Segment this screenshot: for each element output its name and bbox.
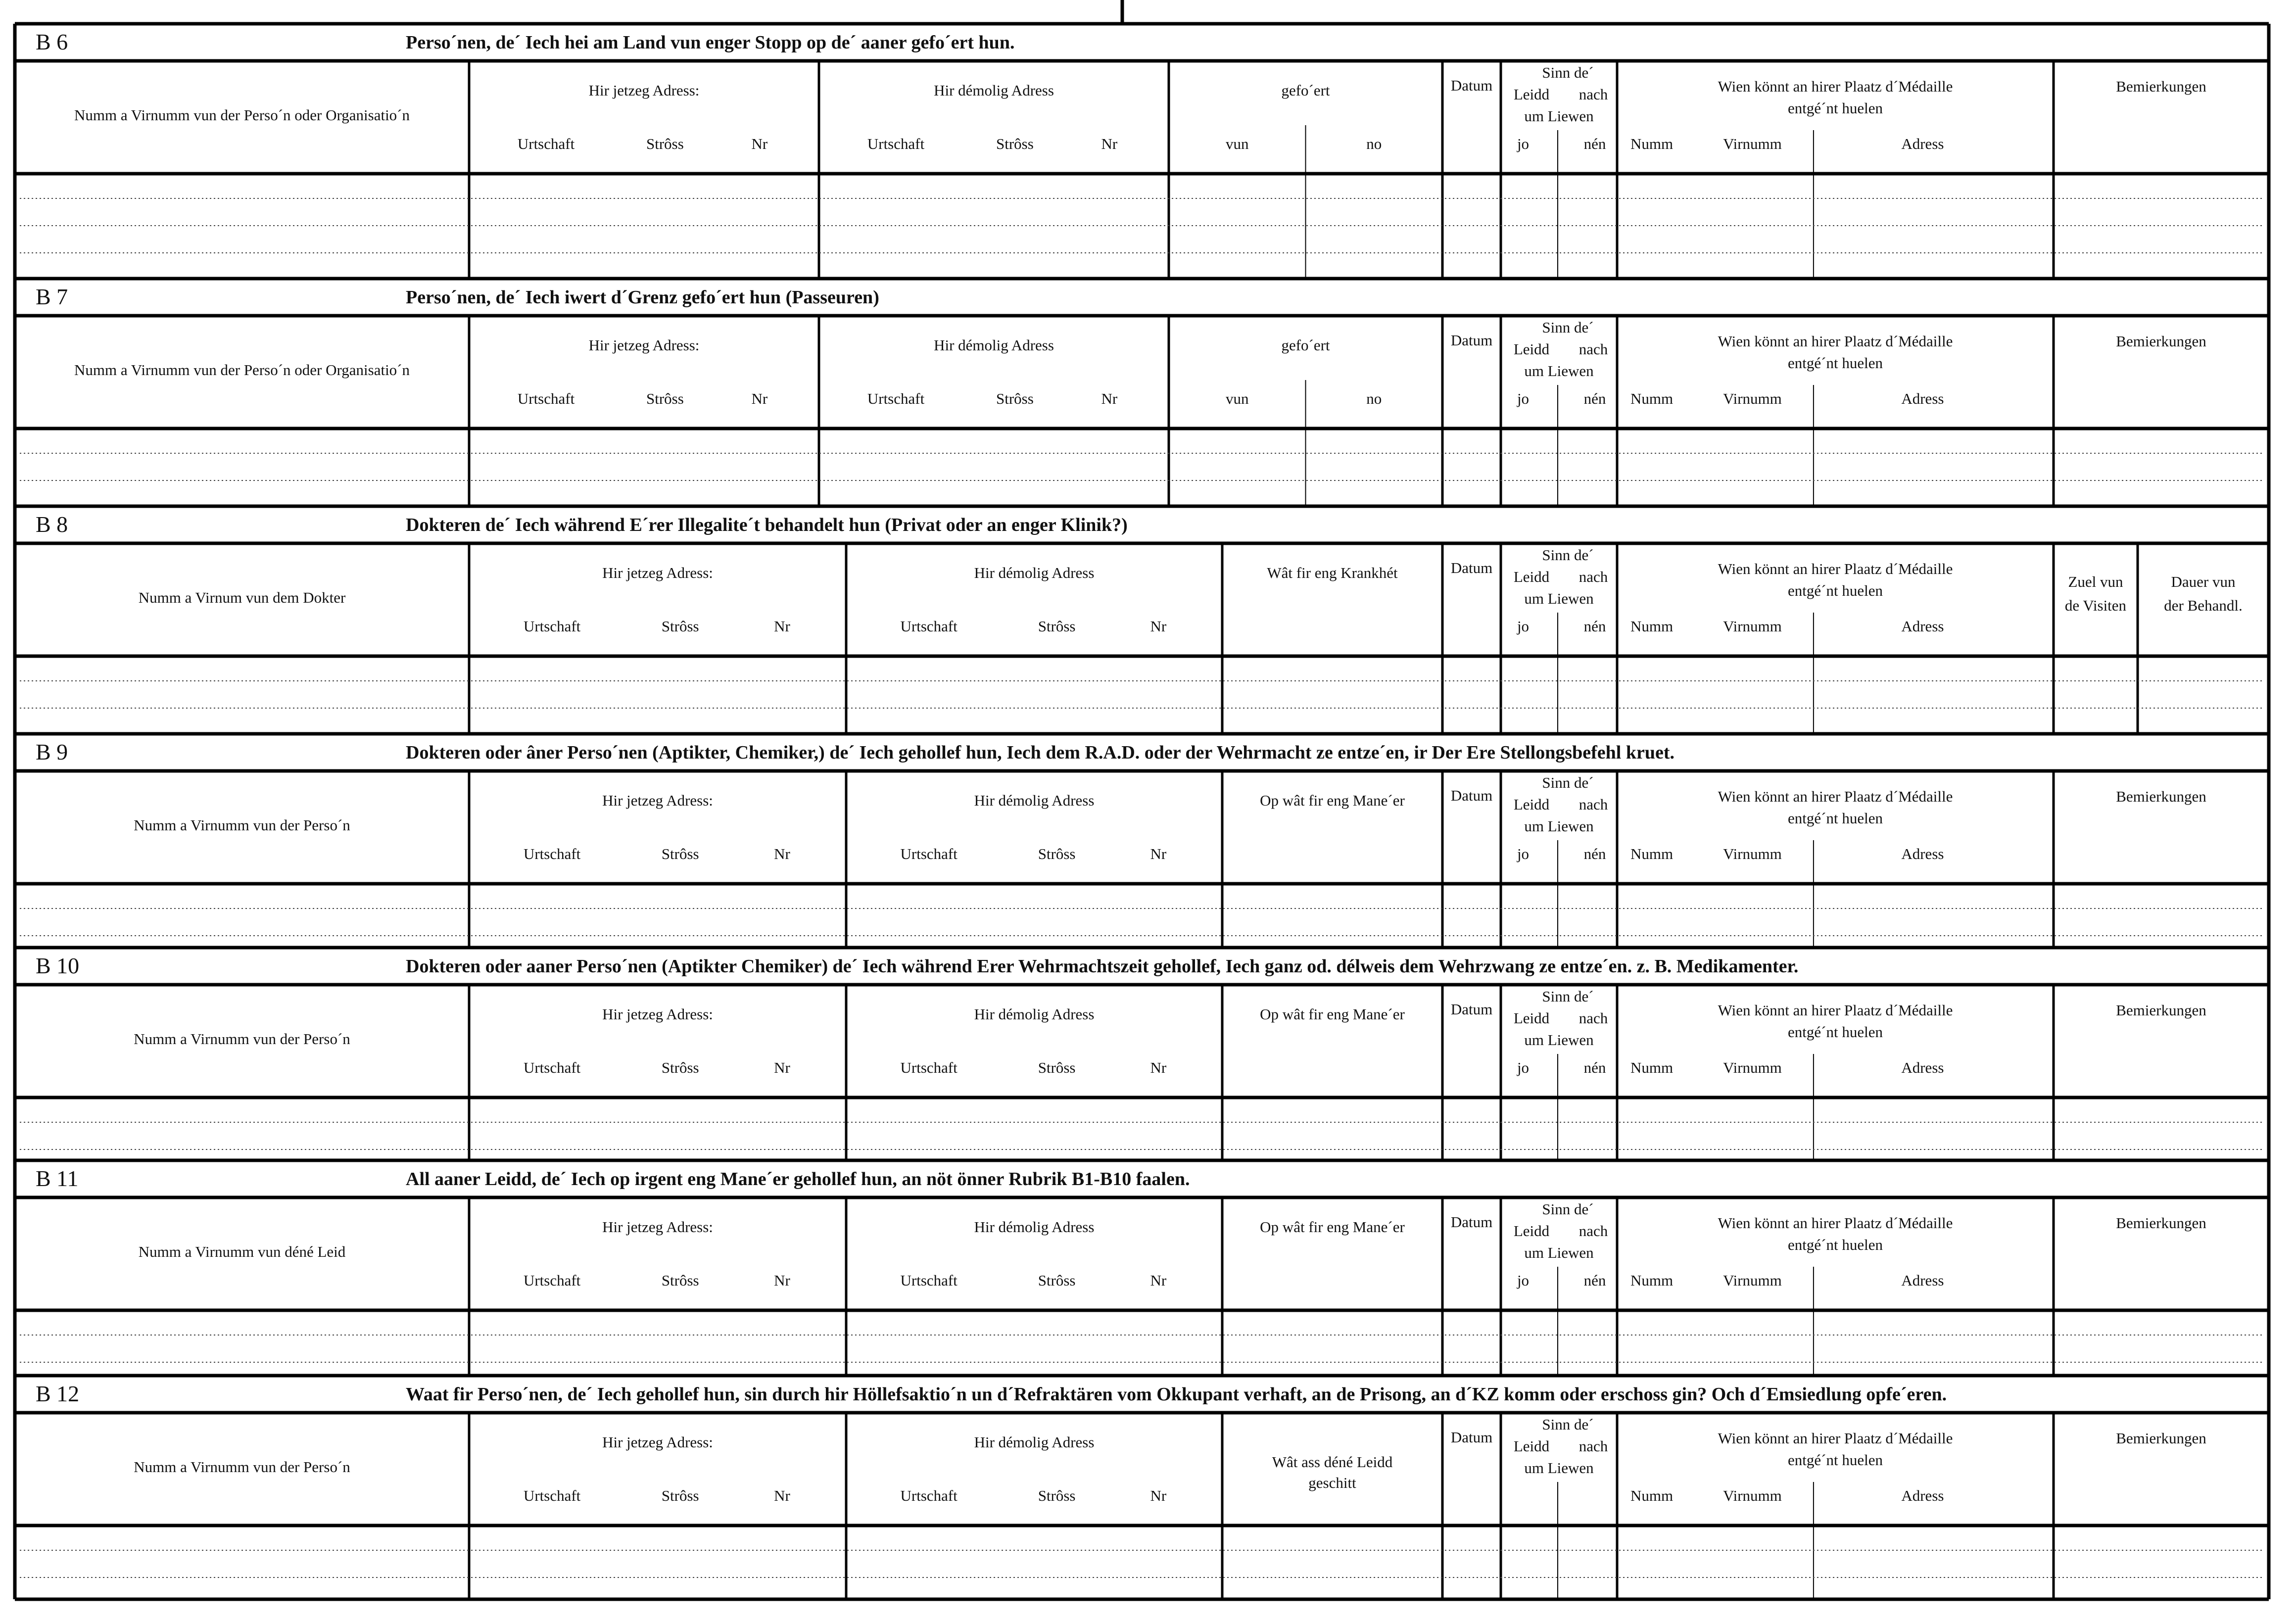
section-b10-no-label: nén (1583, 1059, 1606, 1076)
section-b11-medal-header-2: entgé´nt huelen (1788, 1236, 1883, 1253)
section-b12-what-happened-header-2: geschitt (1308, 1474, 1356, 1491)
section-b8-date-header: Datum (1450, 559, 1493, 576)
section-b12-former-street-label: Strôss (1038, 1487, 1076, 1504)
section-b8-alive-header-4: um Liewen (1524, 590, 1594, 607)
section-b6-alive-header-3: nach (1578, 86, 1608, 103)
section-b12-entry-cell[interactable] (848, 1527, 1220, 1596)
section-b7-to-label: no (1366, 390, 1382, 407)
section-b8-no-label: nén (1583, 618, 1606, 635)
section-b12-alive-header-2: Leidd (1513, 1437, 1550, 1455)
section-b12-current-address-header: Hir jetzeg Adress: (602, 1433, 713, 1451)
section-b11-current-locality-label: Urtschaft (523, 1272, 581, 1289)
section-b10-current-street-label: Strôss (661, 1059, 699, 1076)
section-b10-alive-header-1: Sinn de´ (1542, 988, 1594, 1005)
section-b12-current-locality-label: Urtschaft (523, 1487, 581, 1504)
section-b8-medal-firstname-label: Virnumm (1723, 618, 1782, 635)
section-b9-alive-header-2: Leidd (1513, 796, 1550, 813)
section-b11-date-header: Datum (1450, 1213, 1493, 1231)
section-b10-former-street-label: Strôss (1038, 1059, 1076, 1076)
section-b10-entry-cell[interactable] (1444, 1099, 1499, 1158)
section-b11-former-address-header: Hir démolig Adress (974, 1218, 1095, 1236)
section-b9-entry-cell[interactable] (2056, 886, 2267, 946)
section-b9-title: Dokteren oder âner Perso´nen (Aptikter, Chemiker,) de´ Iech gehollef hun, Iech dem R.A.D. oder der Wehrmacht ze entze´en, ir Der Ere Stellongsbefehl kruet. (406, 742, 1674, 763)
section-b9-former-number-label: Nr (1150, 845, 1167, 862)
section-b6-alive-header-2: Leidd (1513, 86, 1550, 103)
section-b12-alive-header-1: Sinn de´ (1542, 1416, 1594, 1433)
section-b10-alive-header-4: um Liewen (1524, 1031, 1594, 1049)
section-b9-entry-cell[interactable] (17, 886, 467, 946)
section-b9-entry-cell[interactable] (471, 886, 844, 946)
section-b8-entry-cell[interactable] (2140, 658, 2267, 732)
section-b8-yes-label: jo (1517, 618, 1530, 635)
section-b11-entry-cell[interactable] (848, 1312, 1220, 1374)
section-b10-title: Dokteren oder aaner Perso´nen (Aptikter Chemiker) de´ Iech während Erer Wehrmachtszeit gehollef, Iech ganz od. délweis dem Wehrzwang ze entze´en. z. B. Medikamenter. (406, 956, 1799, 977)
section-b8-entry-cell[interactable] (471, 658, 844, 732)
section-b8-former-street-label: Strôss (1038, 618, 1076, 635)
section-b12-entry-cell[interactable] (1444, 1527, 1499, 1596)
section-b11-current-address-header: Hir jetzeg Adress: (602, 1218, 713, 1236)
section-b10-former-number-label: Nr (1150, 1059, 1167, 1076)
section-b11-yes-label: jo (1517, 1272, 1530, 1289)
section-b12-remarks-header: Bemierkungen (2116, 1430, 2206, 1447)
section-b10-name-header: Numm a Virnumm vun der Perso´n (134, 1030, 350, 1048)
section-b7-entry-cell[interactable] (2056, 430, 2267, 504)
section-b9-alive-header-3: nach (1578, 796, 1608, 813)
section-b6-entry-cell[interactable] (821, 176, 1167, 277)
section-b11-no-label: nén (1583, 1272, 1606, 1289)
section-b10-entry-cell[interactable] (1224, 1099, 1440, 1158)
section-b12-medal-address-label: Adress (1901, 1487, 1944, 1504)
section-b10-former-address-header: Hir démolig Adress (974, 1005, 1095, 1023)
section-b8-duration-header-2: der Behandl. (2164, 597, 2243, 614)
section-b8-former-number-label: Nr (1150, 618, 1167, 635)
section-b12-current-number-label: Nr (774, 1487, 790, 1504)
section-b8-current-locality-label: Urtschaft (523, 618, 581, 635)
section-b11-current-number-label: Nr (774, 1272, 790, 1289)
section-b8-former-address-header: Hir démolig Adress (974, 564, 1095, 581)
section-b7-current-address-header: Hir jetzeg Adress: (588, 336, 700, 354)
section-b6-entry-cell[interactable] (1444, 176, 1499, 277)
section-b8-entry-cell[interactable] (1224, 658, 1440, 732)
section-b8-visits-header-1: Zuel vun (2068, 573, 2123, 590)
section-b8-medal-address-label: Adress (1901, 618, 1944, 635)
section-b6-alive-header-1: Sinn de´ (1542, 64, 1594, 81)
section-b9-entry-cell[interactable] (1444, 886, 1499, 946)
section-b6-medal-surname-label: Numm (1630, 135, 1674, 152)
section-b9-medal-surname-label: Numm (1630, 845, 1674, 862)
section-b7-no-label: nén (1583, 390, 1606, 407)
section-b10-medal-surname-label: Numm (1630, 1059, 1674, 1076)
section-b11-former-street-label: Strôss (1038, 1272, 1076, 1289)
section-b11-medal-header-1: Wien könnt an hirer Plaatz d´Médaille (1718, 1214, 1953, 1232)
section-b9-remarks-header: Bemierkungen (2116, 788, 2206, 805)
section-b10-entry-cell[interactable] (1619, 1099, 2052, 1158)
section-b9-entry-cell[interactable] (1224, 886, 1440, 946)
section-b9-former-street-label: Strôss (1038, 845, 1076, 862)
section-b9-medal-address-label: Adress (1901, 845, 1944, 862)
section-b10-entry-cell[interactable] (1503, 1099, 1615, 1158)
section-b8-alive-header-2: Leidd (1513, 568, 1550, 585)
section-b12-entry-cell[interactable] (1619, 1527, 2052, 1596)
section-b6-medal-header-1: Wien könnt an hirer Plaatz d´Médaille (1718, 78, 1953, 95)
section-b10-alive-header-3: nach (1578, 1009, 1608, 1027)
section-b11-former-number-label: Nr (1150, 1272, 1167, 1289)
section-b6-driven-header: gefo´ert (1281, 82, 1330, 99)
section-b10-date-header: Datum (1450, 1001, 1493, 1018)
section-b12-alive-header-4: um Liewen (1524, 1459, 1594, 1477)
section-b10-medal-firstname-label: Virnumm (1723, 1059, 1782, 1076)
section-b6-current-address-header: Hir jetzeg Adress: (588, 82, 700, 99)
section-b8-current-address-header: Hir jetzeg Adress: (602, 564, 713, 581)
section-b12-former-locality-label: Urtschaft (900, 1487, 957, 1504)
section-b8-entry-cell[interactable] (1619, 658, 2052, 732)
section-b11-name-header: Numm a Virnumm vun déné Leid (138, 1243, 346, 1260)
section-b8-duration-header-1: Dauer vun (2171, 573, 2236, 590)
section-b9-former-locality-label: Urtschaft (900, 845, 957, 862)
section-b10-former-locality-label: Urtschaft (900, 1059, 957, 1076)
section-b12-name-header: Numm a Virnumm vun der Perso´n (134, 1458, 350, 1476)
section-b10-current-locality-label: Urtschaft (523, 1059, 581, 1076)
section-b7-medal-surname-label: Numm (1630, 390, 1674, 407)
section-b9-name-header: Numm a Virnumm vun der Perso´n (134, 816, 350, 834)
section-b9-mid-header: Op wât fir eng Mane´er (1260, 792, 1405, 809)
section-b7-medal-address-label: Adress (1901, 390, 1944, 407)
section-b8-mid-header: Wât fir eng Krankhét (1267, 564, 1398, 581)
section-b10-medal-header-1: Wien könnt an hirer Plaatz d´Médaille (1718, 1002, 1953, 1019)
section-b12-entry-cell[interactable] (17, 1527, 467, 1596)
section-b6-entry-cell[interactable] (17, 176, 467, 277)
section-b11-mid-header: Op wât fir eng Mane´er (1260, 1218, 1405, 1236)
section-b9-entry-cell[interactable] (1503, 886, 1615, 946)
section-b8-current-number-label: Nr (774, 618, 790, 635)
section-b8-medal-header-2: entgé´nt huelen (1788, 582, 1883, 599)
section-b7-from-label: vun (1226, 390, 1249, 407)
section-b6-alive-header-4: um Liewen (1524, 107, 1594, 125)
section-b6-entry-cell[interactable] (1503, 176, 1615, 277)
section-b11-medal-firstname-label: Virnumm (1723, 1272, 1782, 1289)
section-b12-title: Waat fir Perso´nen, de´ Iech gehollef hun, sin durch hir Höllefsaktio´n un d´Refraktären vom Okkupant verhaft, an de Prisong, an d´KZ komm oder erschoss gin? Och d´Emsiedlung opfe´eren. (406, 1384, 1947, 1405)
section-b12-medal-header-1: Wien könnt an hirer Plaatz d´Médaille (1718, 1430, 1953, 1447)
section-b9-current-street-label: Strôss (661, 845, 699, 862)
section-b11-entry-cell[interactable] (2056, 1312, 2267, 1374)
section-b6-no-label: nén (1583, 135, 1606, 152)
section-b7-entry-cell[interactable] (17, 430, 467, 504)
section-b6-medal-firstname-label: Virnumm (1723, 135, 1782, 152)
section-b7-entry-cell[interactable] (821, 430, 1167, 504)
section-b9-entry-cell[interactable] (848, 886, 1220, 946)
section-b11-alive-header-1: Sinn de´ (1542, 1200, 1594, 1218)
section-b11-code: B 11 (36, 1166, 79, 1191)
section-b11-title: All aaner Leidd, de´ Iech op irgent eng Mane´er gehollef hun, an nöt önner Rubrik B1-B10 faalen. (406, 1169, 1190, 1190)
section-b11-current-street-label: Strôss (661, 1272, 699, 1289)
section-b10-medal-header-2: entgé´nt huelen (1788, 1023, 1883, 1041)
section-b12-entry-cell[interactable] (1503, 1527, 1615, 1596)
section-b8-medal-surname-label: Numm (1630, 618, 1674, 635)
section-b6-name-header: Numm a Virnumm vun der Perso´n oder Organisatio´n (74, 106, 410, 124)
section-b10-medal-address-label: Adress (1901, 1059, 1944, 1076)
section-b8-visits-header-2: de Visiten (2064, 597, 2127, 614)
section-b9-medal-header-2: entgé´nt huelen (1788, 810, 1883, 827)
section-b9-medal-header-1: Wien könnt an hirer Plaatz d´Médaille (1718, 788, 1953, 805)
section-b8-name-header: Numm a Virnum vun dem Dokter (138, 589, 346, 606)
section-b9-alive-header-4: um Liewen (1524, 817, 1594, 835)
section-b7-former-street-label: Strôss (996, 390, 1034, 407)
section-b7-alive-header-3: nach (1578, 340, 1608, 358)
section-b8-current-street-label: Strôss (661, 618, 699, 635)
section-b6-to-label: no (1366, 135, 1382, 152)
section-b12-entry-cell[interactable] (2056, 1527, 2267, 1596)
section-b11-remarks-header: Bemierkungen (2116, 1214, 2206, 1232)
section-b6-current-locality-label: Urtschaft (517, 135, 575, 152)
section-b6-current-number-label: Nr (751, 135, 768, 152)
section-b8-medal-header-1: Wien könnt an hirer Plaatz d´Médaille (1718, 560, 1953, 577)
section-b12-former-number-label: Nr (1150, 1487, 1167, 1504)
section-b10-yes-label: jo (1517, 1059, 1530, 1076)
section-b6-former-locality-label: Urtschaft (867, 135, 925, 152)
section-b7-entry-cell[interactable] (1444, 430, 1499, 504)
section-b11-entry-cell[interactable] (1503, 1312, 1615, 1374)
section-b12-entry-cell[interactable] (1224, 1527, 1440, 1596)
section-b8-entry-cell[interactable] (1444, 658, 1499, 732)
section-b6-medal-address-label: Adress (1901, 135, 1944, 152)
section-b9-current-address-header: Hir jetzeg Adress: (602, 792, 713, 809)
section-b6-medal-header-2: entgé´nt huelen (1788, 99, 1883, 117)
section-b8-entry-cell[interactable] (17, 658, 467, 732)
section-b9-entry-cell[interactable] (1619, 886, 2052, 946)
section-b7-former-number-label: Nr (1101, 390, 1118, 407)
section-b9-yes-label: jo (1517, 845, 1530, 862)
section-b12-medal-firstname-label: Virnumm (1723, 1487, 1782, 1504)
section-b11-entry-cell[interactable] (1224, 1312, 1440, 1374)
section-b8-former-locality-label: Urtschaft (900, 618, 957, 635)
section-b7-yes-label: jo (1517, 390, 1530, 407)
section-b9-former-address-header: Hir démolig Adress (974, 792, 1095, 809)
section-b10-entry-cell[interactable] (471, 1099, 844, 1158)
section-b8-alive-header-1: Sinn de´ (1542, 546, 1594, 564)
section-b7-entry-cell[interactable] (1619, 430, 2052, 504)
section-b9-code: B 9 (36, 739, 68, 764)
section-b9-date-header: Datum (1450, 787, 1493, 804)
section-b6-from-label: vun (1226, 135, 1249, 152)
section-b6-entry-cell[interactable] (2056, 176, 2267, 277)
section-b11-entry-cell[interactable] (1444, 1312, 1499, 1374)
section-b7-remarks-header: Bemierkungen (2116, 333, 2206, 350)
section-b6-yes-label: jo (1517, 135, 1530, 152)
section-b8-alive-header-3: nach (1578, 568, 1608, 585)
section-b9-current-locality-label: Urtschaft (523, 845, 581, 862)
section-b12-medal-surname-label: Numm (1630, 1487, 1674, 1504)
section-b12-entry-cell[interactable] (471, 1527, 844, 1596)
section-b11-entry-cell[interactable] (17, 1312, 467, 1374)
section-b12-former-address-header: Hir démolig Adress (974, 1433, 1095, 1451)
section-b10-remarks-header: Bemierkungen (2116, 1002, 2206, 1019)
section-b7-former-locality-label: Urtschaft (867, 390, 925, 407)
section-b11-alive-header-2: Leidd (1513, 1222, 1550, 1240)
section-b10-current-number-label: Nr (774, 1059, 790, 1076)
section-b7-date-header: Datum (1450, 332, 1493, 349)
section-b8-entry-cell[interactable] (2056, 658, 2136, 732)
section-b6-entry-cell[interactable] (471, 176, 817, 277)
section-b8-entry-cell[interactable] (1503, 658, 1615, 732)
section-b9-current-number-label: Nr (774, 845, 790, 862)
section-b12-current-street-label: Strôss (661, 1487, 699, 1504)
section-b6-former-number-label: Nr (1101, 135, 1118, 152)
section-b10-entry-cell[interactable] (2056, 1099, 2267, 1158)
section-b9-alive-header-1: Sinn de´ (1542, 774, 1594, 791)
section-b6-entry-cell[interactable] (1171, 176, 1440, 277)
section-b6-current-street-label: Strôss (646, 135, 684, 152)
section-b9-medal-firstname-label: Virnumm (1723, 845, 1782, 862)
section-b12-alive-header-3: nach (1578, 1437, 1608, 1455)
section-b6-former-address-header: Hir démolig Adress (934, 82, 1054, 99)
section-b11-entry-cell[interactable] (471, 1312, 844, 1374)
section-b7-entry-cell[interactable] (1171, 430, 1440, 504)
section-b12-code: B 12 (36, 1381, 80, 1406)
section-b11-alive-header-3: nach (1578, 1222, 1608, 1240)
section-b10-alive-header-2: Leidd (1513, 1009, 1550, 1027)
section-b7-alive-header-2: Leidd (1513, 340, 1550, 358)
section-b6-title: Perso´nen, de´ Iech hei am Land vun enger Stopp op de´ aaner gefo´ert hun. (406, 32, 1015, 53)
section-b7-alive-header-4: um Liewen (1524, 362, 1594, 380)
section-b8-title: Dokteren de´ Iech während E´rer Illegalite´t behandelt hun (Privat oder an enger Klinik?) (406, 515, 1128, 535)
section-b12-medal-header-2: entgé´nt huelen (1788, 1451, 1883, 1469)
section-b7-entry-cell[interactable] (1503, 430, 1615, 504)
section-b7-medal-firstname-label: Virnumm (1723, 390, 1782, 407)
section-b11-medal-surname-label: Numm (1630, 1272, 1674, 1289)
section-b11-former-locality-label: Urtschaft (900, 1272, 957, 1289)
section-b10-mid-header: Op wât fir eng Mane´er (1260, 1005, 1405, 1023)
section-b7-title: Perso´nen, de´ Iech iwert d´Grenz gefo´ert hun (Passeuren) (406, 287, 879, 308)
section-b7-driven-header: gefo´ert (1281, 336, 1330, 354)
section-b7-current-locality-label: Urtschaft (517, 390, 575, 407)
section-b7-code: B 7 (36, 284, 68, 309)
section-b6-remarks-header: Bemierkungen (2116, 78, 2206, 95)
section-b8-code: B 8 (36, 512, 68, 537)
section-b7-current-street-label: Strôss (646, 390, 684, 407)
section-b12-date-header: Datum (1450, 1429, 1493, 1446)
section-b10-entry-cell[interactable] (848, 1099, 1220, 1158)
section-b10-code: B 10 (36, 953, 80, 978)
section-b7-medal-header-2: entgé´nt huelen (1788, 354, 1883, 372)
section-b7-current-number-label: Nr (751, 390, 768, 407)
section-b7-alive-header-1: Sinn de´ (1542, 319, 1594, 336)
section-b8-entry-cell[interactable] (848, 658, 1220, 732)
section-b7-name-header: Numm a Virnumm vun der Perso´n oder Organisatio´n (74, 361, 410, 379)
section-b7-entry-cell[interactable] (471, 430, 817, 504)
section-b7-former-address-header: Hir démolig Adress (934, 336, 1054, 354)
section-b9-no-label: nén (1583, 845, 1606, 862)
section-b10-current-address-header: Hir jetzeg Adress: (602, 1005, 713, 1023)
section-b6-code: B 6 (36, 29, 68, 54)
section-b10-entry-cell[interactable] (17, 1099, 467, 1158)
section-b7-medal-header-1: Wien könnt an hirer Plaatz d´Médaille (1718, 333, 1953, 350)
section-b11-medal-address-label: Adress (1901, 1272, 1944, 1289)
section-b6-former-street-label: Strôss (996, 135, 1034, 152)
section-b6-entry-cell[interactable] (1619, 176, 2052, 277)
section-b6-date-header: Datum (1450, 77, 1493, 94)
section-b11-alive-header-4: um Liewen (1524, 1244, 1594, 1261)
section-b11-entry-cell[interactable] (1619, 1312, 2052, 1374)
section-b12-what-happened-header: Wât ass déné Leidd (1272, 1453, 1393, 1471)
